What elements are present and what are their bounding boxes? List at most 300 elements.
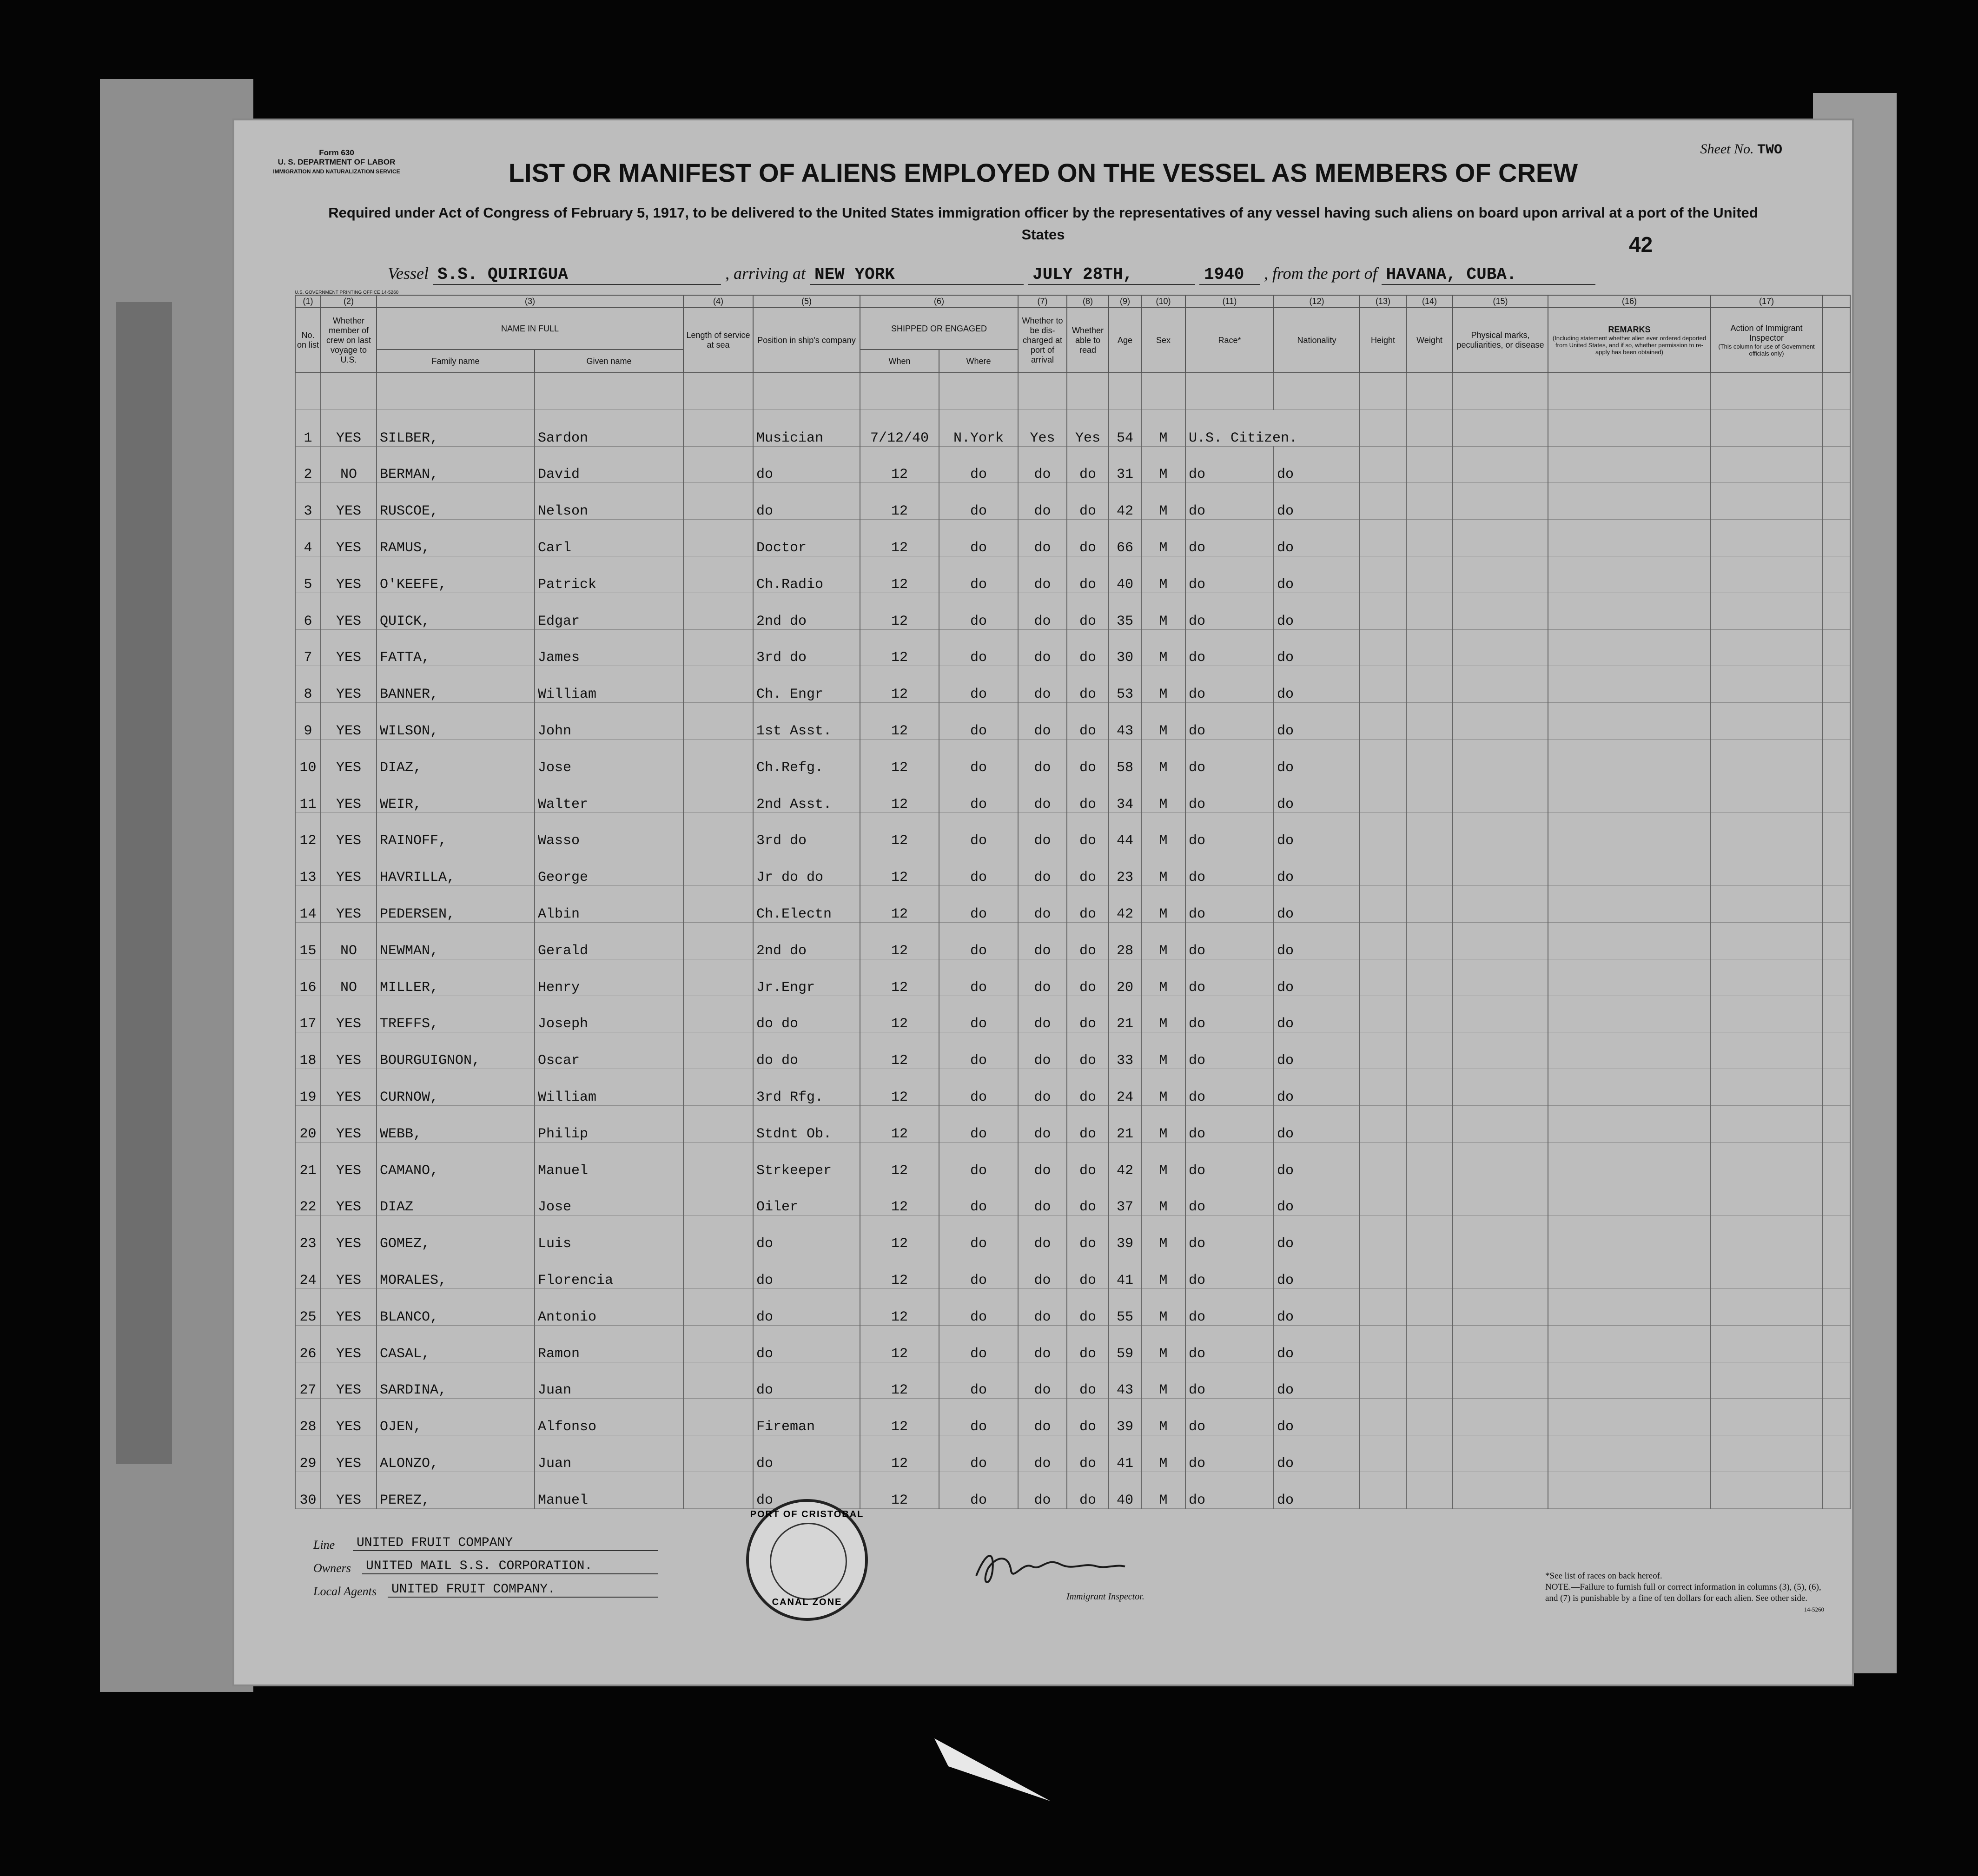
- cell-given-name: Henry: [535, 959, 683, 996]
- cell-age: 42: [1109, 1142, 1141, 1179]
- cell-age: 34: [1109, 776, 1141, 812]
- cell-position: do: [753, 1288, 860, 1325]
- cell-height: [1360, 1399, 1406, 1435]
- cell-age: 53: [1109, 666, 1141, 703]
- line-label: Line: [313, 1538, 335, 1552]
- cell-family-name: CASAL,: [377, 1325, 535, 1362]
- cell-shipped-when: 12: [860, 1325, 939, 1362]
- cell-discharged: do: [1018, 776, 1067, 812]
- cell-length-of-service: [683, 1399, 753, 1435]
- table-row: [295, 410, 1850, 446]
- cell-nationality: do: [1274, 629, 1360, 666]
- cell-nationality: do: [1274, 666, 1360, 703]
- cell-crew-last-voyage: YES: [321, 556, 377, 593]
- cell-sex: M: [1141, 483, 1185, 520]
- cell-remarks: [1548, 1105, 1711, 1142]
- cell-given-name: Walter: [535, 776, 683, 812]
- cell-weight: [1406, 1472, 1453, 1508]
- cell-nationality: do: [1274, 1325, 1360, 1362]
- cell-discharged: do: [1018, 922, 1067, 959]
- column-number-row: [295, 295, 1850, 308]
- cell-discharged: do: [1018, 483, 1067, 520]
- cell-spare: [1822, 1069, 1850, 1106]
- cell-able-to-read: do: [1067, 666, 1109, 703]
- cell-physical-marks: [1453, 410, 1548, 446]
- cell-height: [1360, 1325, 1406, 1362]
- cell-spare: [1822, 666, 1850, 703]
- cell-position: do: [753, 1252, 860, 1289]
- cell-crew-last-voyage: YES: [321, 593, 377, 629]
- cell-remarks: [1548, 556, 1711, 593]
- form-number: Form 630: [319, 148, 354, 157]
- cell-race: do: [1185, 959, 1274, 996]
- remarks-title: REMARKS: [1608, 325, 1651, 334]
- cell-spare: [1822, 1362, 1850, 1399]
- spare-column: [1822, 308, 1850, 373]
- cell-nationality: do: [1274, 446, 1360, 483]
- cell-remarks: [1548, 1399, 1711, 1435]
- scan-pointer-arrow: [934, 1738, 1051, 1803]
- cell-discharged: do: [1018, 666, 1067, 703]
- line-value: UNITED FRUIT COMPANY: [353, 1536, 658, 1551]
- cell-spare: [1822, 483, 1850, 520]
- col-num: (14): [1406, 295, 1453, 308]
- cell-race: do: [1185, 996, 1274, 1032]
- cell-height: [1360, 629, 1406, 666]
- cell-remarks: [1548, 1179, 1711, 1215]
- cell-length-of-service: [683, 1325, 753, 1362]
- cell-given-name: Jose: [535, 739, 683, 776]
- cell-nationality: do: [1274, 483, 1360, 520]
- cell-spare: [1822, 446, 1850, 483]
- cell-race: do: [1185, 629, 1274, 666]
- cell-able-to-read: do: [1067, 812, 1109, 849]
- cell-family-name: GOMEZ,: [377, 1215, 535, 1252]
- col-num: (8): [1067, 295, 1109, 308]
- cell-spare: [1822, 593, 1850, 629]
- cell-weight: [1406, 703, 1453, 740]
- table-row: [295, 886, 1850, 923]
- cell-able-to-read: do: [1067, 1325, 1109, 1362]
- cell-row-number: 23: [295, 1215, 321, 1252]
- cell-height: [1360, 1069, 1406, 1106]
- spare-column: [1822, 295, 1850, 308]
- cell-crew-last-voyage: YES: [321, 1069, 377, 1106]
- seal-inner-ring: [770, 1523, 847, 1600]
- cell-race: do: [1185, 1105, 1274, 1142]
- cell-remarks: [1548, 1472, 1711, 1508]
- cell-discharged: do: [1018, 996, 1067, 1032]
- cell-family-name: TREFFS,: [377, 996, 535, 1032]
- cell-physical-marks: [1453, 776, 1548, 812]
- table-row: [295, 1472, 1850, 1508]
- cell-shipped-when: 7/12/40: [860, 410, 939, 446]
- cell-length-of-service: [683, 1252, 753, 1289]
- header-sex: Sex: [1141, 308, 1185, 373]
- cell-shipped-where: do: [939, 1032, 1018, 1069]
- cell-position: Ch.Electn: [753, 886, 860, 923]
- header-action: [1711, 308, 1822, 373]
- cell-row-number: 25: [295, 1288, 321, 1325]
- cell-row-number: 18: [295, 1032, 321, 1069]
- cell-family-name: PEREZ,: [377, 1472, 535, 1508]
- cell-nationality: do: [1274, 1179, 1360, 1215]
- cell-inspector-action: [1711, 1215, 1822, 1252]
- manifest-rows: [295, 373, 1850, 1508]
- cell-able-to-read: do: [1067, 629, 1109, 666]
- cell-age: 24: [1109, 1069, 1141, 1106]
- cell-able-to-read: do: [1067, 1142, 1109, 1179]
- table-row: [295, 593, 1850, 629]
- cell-length-of-service: [683, 1032, 753, 1069]
- cell-able-to-read: do: [1067, 703, 1109, 740]
- cell-able-to-read: do: [1067, 1362, 1109, 1399]
- cell-crew-last-voyage: YES: [321, 1179, 377, 1215]
- cell-position: 3rd Rfg.: [753, 1069, 860, 1106]
- cell-crew-last-voyage: YES: [321, 886, 377, 923]
- agents-label: Local Agents: [313, 1585, 377, 1598]
- cell-weight: [1406, 666, 1453, 703]
- cell-given-name: John: [535, 703, 683, 740]
- cell-physical-marks: [1453, 1288, 1548, 1325]
- cell-discharged: do: [1018, 703, 1067, 740]
- table-row: [295, 739, 1850, 776]
- cell-length-of-service: [683, 1105, 753, 1142]
- cell-sex: M: [1141, 959, 1185, 996]
- cell-position: 2nd Asst.: [753, 776, 860, 812]
- cell-shipped-when: 12: [860, 1362, 939, 1399]
- cell-family-name: O'KEEFE,: [377, 556, 535, 593]
- cell-physical-marks: [1453, 520, 1548, 556]
- table-row: [295, 812, 1850, 849]
- cell-shipped-where: do: [939, 996, 1018, 1032]
- form-code: 14-5260: [1804, 1606, 1824, 1613]
- cell-discharged: do: [1018, 886, 1067, 923]
- cell-position: Ch.Radio: [753, 556, 860, 593]
- cell-length-of-service: [683, 483, 753, 520]
- cell-position: do do: [753, 1032, 860, 1069]
- cell-able-to-read: do: [1067, 959, 1109, 996]
- cell-able-to-read: do: [1067, 1399, 1109, 1435]
- cell-shipped-where: do: [939, 1069, 1018, 1106]
- header-physical-marks: Physical marks, peculiarities, or disease: [1453, 308, 1548, 373]
- cell-spare: [1822, 849, 1850, 886]
- header-weight: Weight: [1406, 308, 1453, 373]
- cell-physical-marks: [1453, 666, 1548, 703]
- cell-length-of-service: [683, 1362, 753, 1399]
- cell-discharged: do: [1018, 446, 1067, 483]
- cell-crew-last-voyage: YES: [321, 812, 377, 849]
- vessel-line: [388, 264, 1595, 285]
- cell-shipped-where: do: [939, 1435, 1018, 1472]
- cell-crew-last-voyage: YES: [321, 1399, 377, 1435]
- cell-age: 39: [1109, 1215, 1141, 1252]
- cell-race: do: [1185, 1325, 1274, 1362]
- cell-physical-marks: [1453, 446, 1548, 483]
- cell-weight: [1406, 410, 1453, 446]
- cell-inspector-action: [1711, 1288, 1822, 1325]
- cell-sex: M: [1141, 1032, 1185, 1069]
- cell-age: 43: [1109, 1362, 1141, 1399]
- cell-nationality: do: [1274, 849, 1360, 886]
- col-num: (13): [1360, 295, 1406, 308]
- cell-discharged: do: [1018, 959, 1067, 996]
- cell-inspector-action: [1711, 922, 1822, 959]
- cell-height: [1360, 520, 1406, 556]
- cell-discharged: do: [1018, 1288, 1067, 1325]
- vessel-name: S.S. QUIRIGUA: [433, 265, 721, 285]
- cell-inspector-action: [1711, 849, 1822, 886]
- cell-weight: [1406, 812, 1453, 849]
- cell-physical-marks: [1453, 886, 1548, 923]
- arrival-year: 1940: [1199, 265, 1260, 285]
- cell-inspector-action: [1711, 1069, 1822, 1106]
- cell-nationality: do: [1274, 1472, 1360, 1508]
- cell-inspector-action: [1711, 1472, 1822, 1508]
- cell-physical-marks: [1453, 922, 1548, 959]
- cell-sex: M: [1141, 556, 1185, 593]
- cell-physical-marks: [1453, 1142, 1548, 1179]
- col-num: (11): [1185, 295, 1274, 308]
- cell-age: 35: [1109, 593, 1141, 629]
- cell-spare: [1822, 410, 1850, 446]
- header-whether-crew: Whether member of crew on last voyage to U.S.: [321, 308, 377, 373]
- cell-discharged: do: [1018, 1179, 1067, 1215]
- cell-spare: [1822, 520, 1850, 556]
- cell-race: do: [1185, 922, 1274, 959]
- cell-remarks: [1548, 1142, 1711, 1179]
- sheet-number-label: Sheet No.: [1700, 141, 1754, 157]
- col-num: (17): [1711, 295, 1822, 308]
- cell-row-number: 4: [295, 520, 321, 556]
- cell-sex: M: [1141, 410, 1185, 446]
- sheet-number-value: TWO: [1757, 142, 1782, 158]
- cell-given-name: Manuel: [535, 1472, 683, 1508]
- cell-shipped-where: do: [939, 629, 1018, 666]
- table-row: [295, 1215, 1850, 1252]
- cell-shipped-where: do: [939, 1179, 1018, 1215]
- cell-crew-last-voyage: YES: [321, 666, 377, 703]
- cell-length-of-service: [683, 520, 753, 556]
- cell-family-name: BOURGUIGNON,: [377, 1032, 535, 1069]
- cell-height: [1360, 849, 1406, 886]
- cell-shipped-where: do: [939, 520, 1018, 556]
- cell-discharged: do: [1018, 1105, 1067, 1142]
- cell-family-name: NEWMAN,: [377, 922, 535, 959]
- cell-row-number: 14: [295, 886, 321, 923]
- header-age: Age: [1109, 308, 1141, 373]
- header-when: When: [860, 350, 939, 373]
- cell-race: do: [1185, 1069, 1274, 1106]
- cell-height: [1360, 1142, 1406, 1179]
- cell-able-to-read: do: [1067, 1472, 1109, 1508]
- cell-position: Jr.Engr: [753, 959, 860, 996]
- cell-shipped-where: do: [939, 1362, 1018, 1399]
- cell-shipped-when: 12: [860, 1399, 939, 1435]
- cell-race: do: [1185, 1399, 1274, 1435]
- cell-physical-marks: [1453, 1399, 1548, 1435]
- cell-weight: [1406, 922, 1453, 959]
- table-row: [295, 1105, 1850, 1142]
- table-row: [295, 1069, 1850, 1106]
- cell-spare: [1822, 703, 1850, 740]
- cell-race: do: [1185, 1288, 1274, 1325]
- table-row: [295, 666, 1850, 703]
- cell-shipped-when: 12: [860, 959, 939, 996]
- cell-shipped-when: 12: [860, 1142, 939, 1179]
- cell-height: [1360, 922, 1406, 959]
- cell-height: [1360, 1215, 1406, 1252]
- cell-inspector-action: [1711, 1435, 1822, 1472]
- cell-family-name: OJEN,: [377, 1399, 535, 1435]
- cell-position: 3rd do: [753, 629, 860, 666]
- table-row: [295, 483, 1850, 520]
- cell-given-name: Ramon: [535, 1325, 683, 1362]
- cell-weight: [1406, 1069, 1453, 1106]
- cell-able-to-read: do: [1067, 446, 1109, 483]
- cell-family-name: BERMAN,: [377, 446, 535, 483]
- cell-weight: [1406, 1179, 1453, 1215]
- cell-family-name: BLANCO,: [377, 1288, 535, 1325]
- cell-weight: [1406, 1435, 1453, 1472]
- cell-position: Strkeeper: [753, 1142, 860, 1179]
- cell-race: do: [1185, 1252, 1274, 1289]
- cell-age: 33: [1109, 1032, 1141, 1069]
- cell-nationality: do: [1274, 959, 1360, 996]
- cell-family-name: FATTA,: [377, 629, 535, 666]
- cell-shipped-when: 12: [860, 1435, 939, 1472]
- cell-shipped-when: 12: [860, 1032, 939, 1069]
- cell-remarks: [1548, 849, 1711, 886]
- cell-age: 44: [1109, 812, 1141, 849]
- cell-family-name: BANNER,: [377, 666, 535, 703]
- cell-age: 58: [1109, 739, 1141, 776]
- cell-age: 55: [1109, 1288, 1141, 1325]
- cell-family-name: RUSCOE,: [377, 483, 535, 520]
- cell-sex: M: [1141, 849, 1185, 886]
- cell-remarks: [1548, 959, 1711, 996]
- cell-position: do: [753, 483, 860, 520]
- cell-weight: [1406, 776, 1453, 812]
- cell-row-number: 3: [295, 483, 321, 520]
- cell-crew-last-voyage: YES: [321, 1472, 377, 1508]
- cell-nationality: do: [1274, 1399, 1360, 1435]
- cell-crew-last-voyage: YES: [321, 520, 377, 556]
- cell-row-number: 19: [295, 1069, 321, 1106]
- cell-crew-last-voyage: YES: [321, 776, 377, 812]
- table-row: [295, 1325, 1850, 1362]
- cell-able-to-read: do: [1067, 1288, 1109, 1325]
- cell-shipped-when: 12: [860, 812, 939, 849]
- cell-race: do: [1185, 812, 1274, 849]
- cell-nationality: do: [1274, 812, 1360, 849]
- cell-row-number: 11: [295, 776, 321, 812]
- cell-row-number: 21: [295, 1142, 321, 1179]
- cell-inspector-action: [1711, 739, 1822, 776]
- cell-physical-marks: [1453, 1032, 1548, 1069]
- cell-position: do: [753, 1362, 860, 1399]
- cell-weight: [1406, 996, 1453, 1032]
- cell-inspector-action: [1711, 410, 1822, 446]
- cell-shipped-where: do: [939, 446, 1018, 483]
- cell-given-name: Jose: [535, 1179, 683, 1215]
- column-header-row: [295, 308, 1850, 350]
- cell-height: [1360, 703, 1406, 740]
- cell-row-number: 12: [295, 812, 321, 849]
- arriving-label: , arriving at: [725, 264, 806, 283]
- cell-given-name: Patrick: [535, 556, 683, 593]
- table-row: [295, 703, 1850, 740]
- cell-able-to-read: do: [1067, 886, 1109, 923]
- cell-sex: M: [1141, 1472, 1185, 1508]
- cell-sex: M: [1141, 1142, 1185, 1179]
- header-able-read: Whether able to read: [1067, 308, 1109, 373]
- arrival-date: JULY 28TH,: [1028, 265, 1195, 285]
- cell-family-name: ALONZO,: [377, 1435, 535, 1472]
- cell-family-name: HAVRILLA,: [377, 849, 535, 886]
- cell-weight: [1406, 959, 1453, 996]
- owners-label: Owners: [313, 1561, 351, 1575]
- cell-family-name: QUICK,: [377, 593, 535, 629]
- cell-shipped-when: 12: [860, 739, 939, 776]
- cell-row-number: 7: [295, 629, 321, 666]
- port-of-cristobal-seal: [746, 1499, 868, 1621]
- cell-shipped-where: do: [939, 922, 1018, 959]
- cell-crew-last-voyage: YES: [321, 1142, 377, 1179]
- cell-height: [1360, 666, 1406, 703]
- cell-shipped-where: do: [939, 483, 1018, 520]
- cell-given-name: William: [535, 1069, 683, 1106]
- cell-crew-last-voyage: YES: [321, 1032, 377, 1069]
- cell-shipped-when: 12: [860, 520, 939, 556]
- cell-inspector-action: [1711, 1362, 1822, 1399]
- cell-given-name: James: [535, 629, 683, 666]
- cell-sex: M: [1141, 922, 1185, 959]
- cell-spare: [1822, 1215, 1850, 1252]
- cell-row-number: 1: [295, 410, 321, 446]
- cell-family-name: WEIR,: [377, 776, 535, 812]
- cell-sex: M: [1141, 1069, 1185, 1106]
- cell-race: do: [1185, 1472, 1274, 1508]
- cell-nationality: do: [1274, 1215, 1360, 1252]
- cell-crew-last-voyage: NO: [321, 959, 377, 996]
- cell-nationality: do: [1274, 922, 1360, 959]
- cell-family-name: RAMUS,: [377, 520, 535, 556]
- cell-physical-marks: [1453, 1069, 1548, 1106]
- cell-shipped-when: 12: [860, 556, 939, 593]
- cell-weight: [1406, 886, 1453, 923]
- cell-discharged: do: [1018, 629, 1067, 666]
- agents-value: UNITED FRUIT COMPANY.: [388, 1582, 658, 1598]
- cell-remarks: [1548, 1325, 1711, 1362]
- department-name: U. S. DEPARTMENT OF LABOR: [278, 158, 396, 166]
- cell-physical-marks: [1453, 703, 1548, 740]
- cell-height: [1360, 739, 1406, 776]
- cell-position: Ch. Engr: [753, 666, 860, 703]
- cell-family-name: DIAZ,: [377, 739, 535, 776]
- cell-shipped-where: do: [939, 666, 1018, 703]
- cell-length-of-service: [683, 1069, 753, 1106]
- cell-weight: [1406, 1215, 1453, 1252]
- cell-race: do: [1185, 1032, 1274, 1069]
- cell-race: U.S. Citizen.: [1185, 410, 1360, 446]
- cell-weight: [1406, 739, 1453, 776]
- cell-race: do: [1185, 1435, 1274, 1472]
- cell-race: do: [1185, 483, 1274, 520]
- cell-nationality: do: [1274, 996, 1360, 1032]
- cell-able-to-read: do: [1067, 556, 1109, 593]
- cell-able-to-read: do: [1067, 593, 1109, 629]
